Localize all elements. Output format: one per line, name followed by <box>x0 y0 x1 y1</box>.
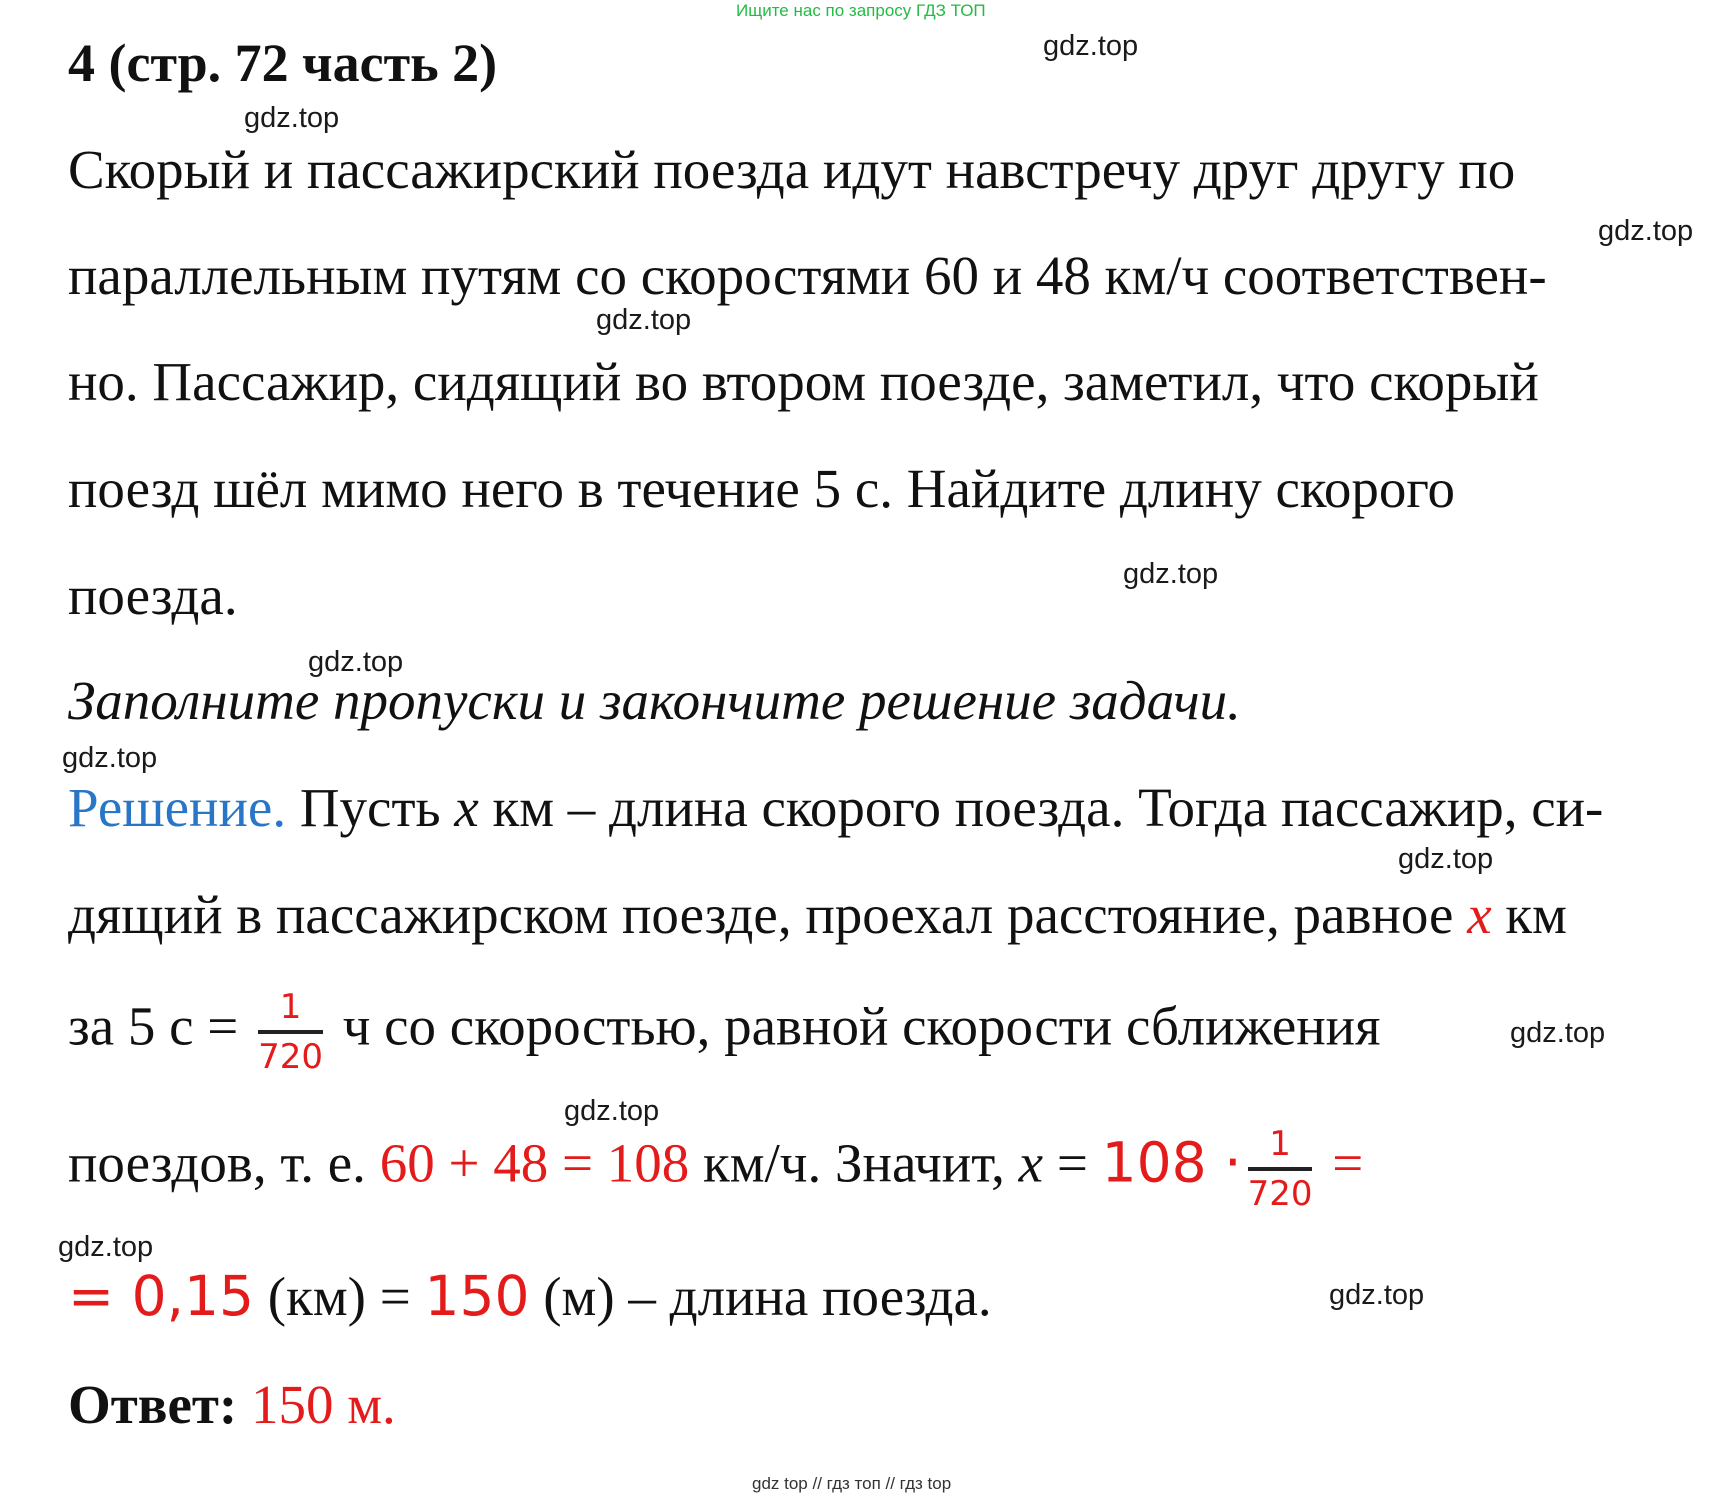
watermark: gdz.top <box>564 1095 660 1127</box>
page-title: 4 (стр. 72 часть 2) <box>68 33 498 93</box>
solution-text: ч со скоростью, равной скорости сближения <box>328 995 1381 1057</box>
fraction-denominator: 720 <box>1247 1174 1313 1214</box>
watermark: gdz.top <box>244 102 340 134</box>
solution-text: дящий в пассажирском поезде, проехал расстояние, равное <box>68 884 1468 945</box>
equals-sign: = <box>1043 1132 1102 1194</box>
solution-line-2 <box>68 882 1567 948</box>
watermark: gdz.top <box>596 304 692 336</box>
answer-line <box>68 1372 396 1438</box>
watermark: gdz.top <box>308 646 404 678</box>
instruction: Заполните пропуски и закончите решение задачи. <box>68 670 1241 731</box>
watermark: gdz.top <box>1043 30 1139 62</box>
problem-line: поезда. <box>68 565 238 626</box>
solution-text: км/ч. Значит, <box>689 1132 1019 1194</box>
filled-answer: 108 · <box>1101 1130 1242 1195</box>
top-banner: Ищите нас по запросу ГДЗ ТОП <box>736 1 986 20</box>
problem-line: но. Пассажир, сидящий во втором поезде, заметил, что скорый <box>68 351 1539 412</box>
filled-answer: 150 <box>424 1264 530 1328</box>
filled-answer: = 0,15 <box>68 1264 255 1328</box>
filled-answer: x <box>1467 884 1492 945</box>
watermark: gdz.top <box>1398 843 1494 875</box>
solution-line-5 <box>68 1263 992 1330</box>
fraction-denominator: 720 <box>258 1037 323 1077</box>
fraction <box>1247 1124 1313 1214</box>
watermark: gdz.top <box>1510 1017 1606 1049</box>
solution-text: (км) = <box>254 1266 425 1327</box>
variable-x: x <box>454 777 479 838</box>
problem-line: Скорый и пассажирский поезда идут навстречу друг другу по <box>68 139 1516 200</box>
solution-line-4 <box>68 1124 1364 1214</box>
solution-text: (м) – длина поезда. <box>529 1266 992 1327</box>
watermark: gdz.top <box>62 742 158 774</box>
solution-text: км – длина скорого поезда. Тогда пассажир, си- <box>478 777 1604 838</box>
watermark: gdz.top <box>1329 1279 1425 1311</box>
fraction-numerator: 1 <box>258 990 323 1034</box>
solution-line-3 <box>68 987 1381 1077</box>
variable-x: x <box>1018 1132 1044 1194</box>
watermark: gdz.top <box>58 1231 154 1263</box>
fraction-numerator: 1 <box>1248 1127 1313 1171</box>
filled-answer: = <box>1318 1132 1364 1194</box>
solution-text: поездов, т. е. <box>68 1132 380 1194</box>
watermark: gdz.top <box>1598 215 1694 247</box>
solution-text: Пусть <box>286 777 455 838</box>
solution-label: Решение. <box>68 777 287 838</box>
answer-label: Ответ: <box>68 1374 238 1435</box>
solution-text: км <box>1491 884 1567 945</box>
footer: gdz top // гдз топ // гдз top <box>752 1474 952 1493</box>
solution-line-1 <box>68 775 1603 841</box>
watermark: gdz.top <box>1123 558 1219 590</box>
problem-line: параллельным путям со скоростями 60 и 48 км/ч соответствен- <box>68 245 1547 306</box>
solution-text: за 5 с = <box>68 995 253 1057</box>
problem-line: поезд шёл мимо него в течение 5 с. Найдите длину скорого <box>68 458 1456 519</box>
filled-answer: 60 + 48 = 108 <box>379 1132 690 1194</box>
answer-value: 150 м. <box>237 1374 396 1435</box>
fraction <box>258 987 323 1077</box>
